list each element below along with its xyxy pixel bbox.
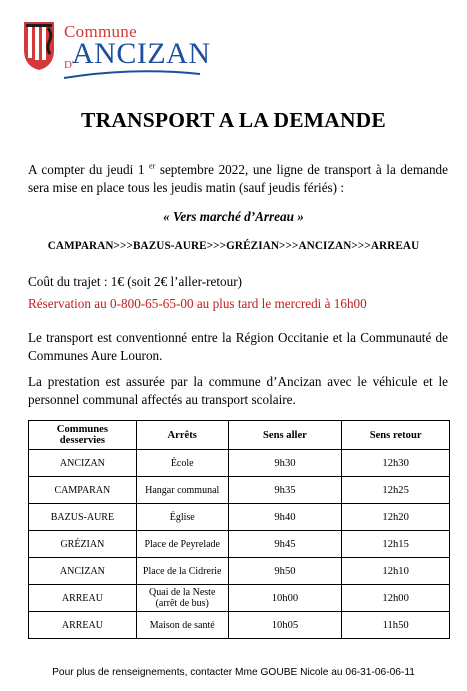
table-row (29, 612, 450, 639)
cell-commune: ANCIZAN (29, 450, 137, 477)
marche-heading: « Vers marché d’Arreau » (163, 209, 304, 224)
cell-commune: BAZUS-AURE (29, 504, 137, 531)
cell-aller: 10h00 (228, 585, 342, 612)
route-line: CAMPARAN>>>BAZUS-AURE>>>GRÉZIAN>>>ANCIZAN>>>ARREAU (47, 240, 420, 252)
cell-arret: École (136, 450, 228, 477)
table-row (29, 477, 450, 504)
coat-of-arms-icon (22, 20, 56, 72)
cell-commune: GRÉZIAN (29, 531, 137, 558)
cell-aller: 9h30 (228, 450, 342, 477)
cell-aller: 10h05 (228, 612, 342, 639)
cell-retour: 12h15 (342, 531, 450, 558)
header-communes: Communes desservies (29, 421, 137, 450)
footer-contact: Pour plus de renseignements, contacter Mme GOUBE Nicole au 06-31-06-06-11 (52, 667, 415, 678)
table-row (29, 450, 450, 477)
table-header-row (29, 421, 450, 450)
cell-retour: 12h10 (342, 558, 450, 585)
header-arrets: Arrêts (136, 421, 228, 450)
table-row (29, 531, 450, 558)
intro-part2: septembre 2022, une ligne de transport à la demande sera mise en place tous les jeudis matin (sauf jeudis fériés) : (28, 162, 448, 195)
schedule-table (28, 420, 450, 639)
table-row (29, 558, 450, 585)
logo-swoosh-icon (62, 69, 202, 81)
cell-retour: 12h30 (342, 450, 450, 477)
cost-line: Coût du trajet : 1€ (soit 2€ l’aller-retour) (28, 274, 242, 289)
cell-arret: Place de la Cidrerie (136, 558, 228, 585)
cell-arret: Place de Peyrelade (136, 531, 228, 558)
cell-aller: 9h40 (228, 504, 342, 531)
reservation-line: Réservation au 0-800-65-65-00 au plus tard le mercredi à 16h00 (28, 296, 367, 311)
cell-retour: 11h50 (342, 612, 450, 639)
cell-commune: ARREAU (29, 585, 137, 612)
cell-commune: ARREAU (29, 612, 137, 639)
cell-retour: 12h00 (342, 585, 450, 612)
table-row (29, 504, 450, 531)
intro-superscript: er (149, 161, 156, 171)
cell-aller: 9h35 (228, 477, 342, 504)
cell-arret: Église (136, 504, 228, 531)
logo-commune-text: Commune (64, 22, 137, 41)
cell-retour: 12h25 (342, 477, 450, 504)
header-sens-aller: Sens aller (228, 421, 342, 450)
commune-logo (22, 20, 211, 82)
cell-arret: Quai de la Neste (arrêt de bus) (136, 585, 228, 612)
header-sens-retour: Sens retour (342, 421, 450, 450)
logo-ancizan-text: ANCIZAN (72, 37, 211, 70)
logo-d-text: D' (64, 59, 74, 71)
page-title: TRANSPORT A LA DEMANDE (81, 108, 386, 132)
cell-commune: ANCIZAN (29, 558, 137, 585)
intro-paragraph (28, 161, 448, 197)
convention-paragraph: Le transport est conventionné entre la Région Occitanie et la Communauté de Communes Aure Louron. (28, 330, 448, 363)
prestation-paragraph: La prestation est assurée par la commune d’Ancizan avec le véhicule et le personnel communal affectés au transport scolaire. (28, 374, 448, 407)
cell-aller: 9h50 (228, 558, 342, 585)
intro-part1: A compter du jeudi 1 (28, 162, 145, 177)
cell-arret: Maison de santé (136, 612, 228, 639)
cell-commune: CAMPARAN (29, 477, 137, 504)
cell-arret: Hangar communal (136, 477, 228, 504)
table-row (29, 585, 450, 612)
cell-aller: 9h45 (228, 531, 342, 558)
cell-retour: 12h20 (342, 504, 450, 531)
